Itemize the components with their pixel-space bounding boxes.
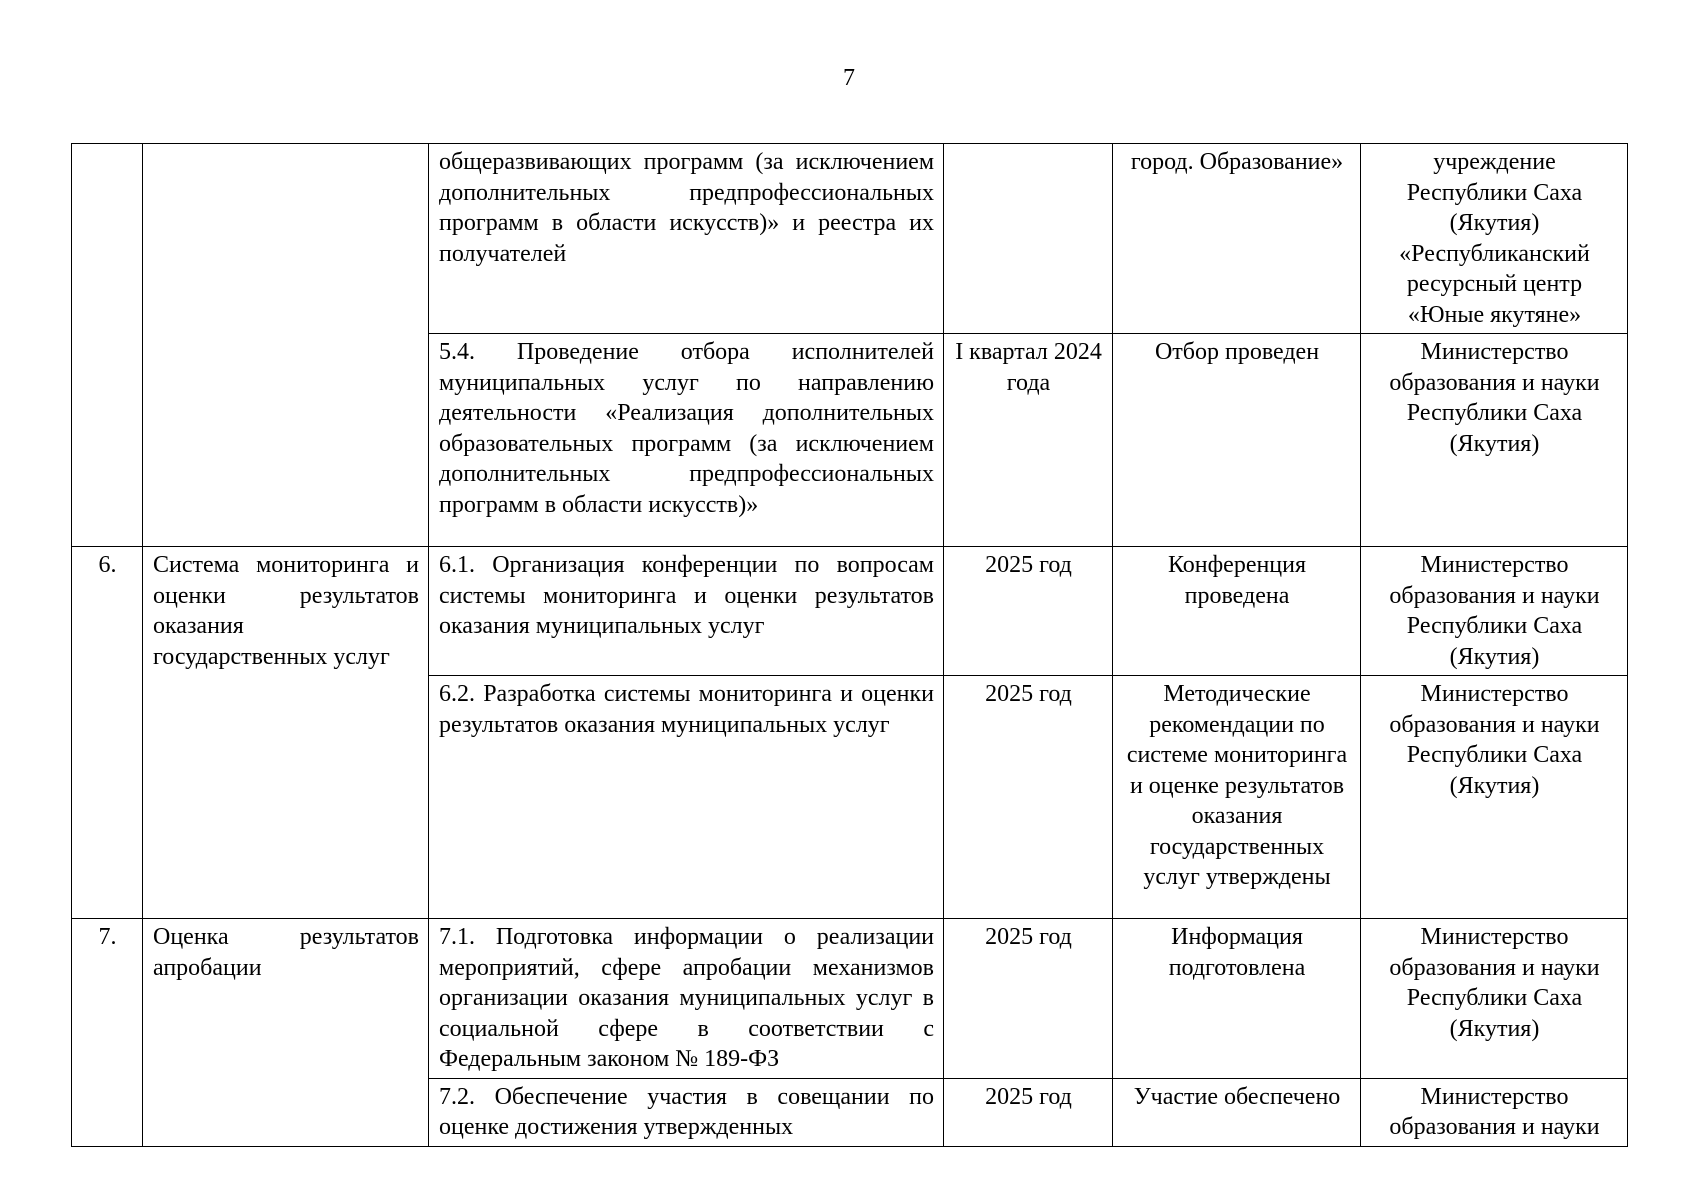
row-number-cell [72, 144, 143, 547]
table-row [72, 919, 1628, 1079]
table-row [72, 144, 1628, 334]
responsible-cell: Министерство образования и науки Республики Саха (Якутия) [1361, 676, 1628, 919]
deadline-cell: 2025 год [944, 1078, 1113, 1146]
responsible-cell: Министерство образования и науки Республики Саха (Якутия) [1361, 334, 1628, 547]
task-cell: 7.2. Обеспечение участия в совещании по оценке достижения утвержденных [429, 1078, 944, 1146]
responsible-cell: Министерство образования и науки [1361, 1078, 1628, 1146]
responsible-cell: учреждение Республики Саха (Якутия) «Республиканский ресурсный центр «Юные якутяне» [1361, 144, 1628, 334]
direction-cell: Оценка результатов апробации [143, 919, 429, 1147]
task-cell: общеразвивающих программ (за исключением дополнительных предпрофессиональных программ в области искусств)» и реестра их получателей [429, 144, 944, 334]
responsible-cell: Министерство образования и науки Республики Саха (Якутия) [1361, 919, 1628, 1079]
task-cell: 6.2. Разработка системы мониторинга и оценки результатов оказания муниципальных услуг [429, 676, 944, 919]
result-cell: город. Образование» [1113, 144, 1361, 334]
result-cell: Отбор проведен [1113, 334, 1361, 547]
deadline-cell: I квартал 2024 года [944, 334, 1113, 547]
table-row [72, 547, 1628, 676]
row-number-cell: 6. [72, 547, 143, 919]
deadline-cell [944, 144, 1113, 334]
direction-cell: Система мониторинга и оценки результатов оказания государственных услуг [143, 547, 429, 919]
result-cell: Конференция проведена [1113, 547, 1361, 676]
task-cell: 6.1. Организация конференции по вопросам системы мониторинга и оценки результатов оказания муниципальных услуг [429, 547, 944, 676]
deadline-cell: 2025 год [944, 547, 1113, 676]
row-number-cell: 7. [72, 919, 143, 1147]
page-number: 7 [843, 65, 855, 91]
result-cell: Участие обеспечено [1113, 1078, 1361, 1146]
result-cell: Информация подготовлена [1113, 919, 1361, 1079]
deadline-cell: 2025 год [944, 919, 1113, 1079]
action-plan-table [71, 143, 1628, 1147]
task-cell: 5.4. Проведение отбора исполнителей муниципальных услуг по направлению деятельности «Реализация дополнительных образовательных программ (за исключением дополнительных предпрофессиональных программ в области искусств)» [429, 334, 944, 547]
responsible-cell: Министерство образования и науки Республики Саха (Якутия) [1361, 547, 1628, 676]
task-cell: 7.1. Подготовка информации о реализации мероприятий, сфере апробации механизмов организации оказания муниципальных услуг в социальной сфере в соответствии с Федеральным законом № 189-ФЗ [429, 919, 944, 1079]
deadline-cell: 2025 год [944, 676, 1113, 919]
result-cell: Методические рекомендации по системе мониторинга и оценке результатов оказания государственных услуг утверждены [1113, 676, 1361, 919]
direction-cell [143, 144, 429, 547]
